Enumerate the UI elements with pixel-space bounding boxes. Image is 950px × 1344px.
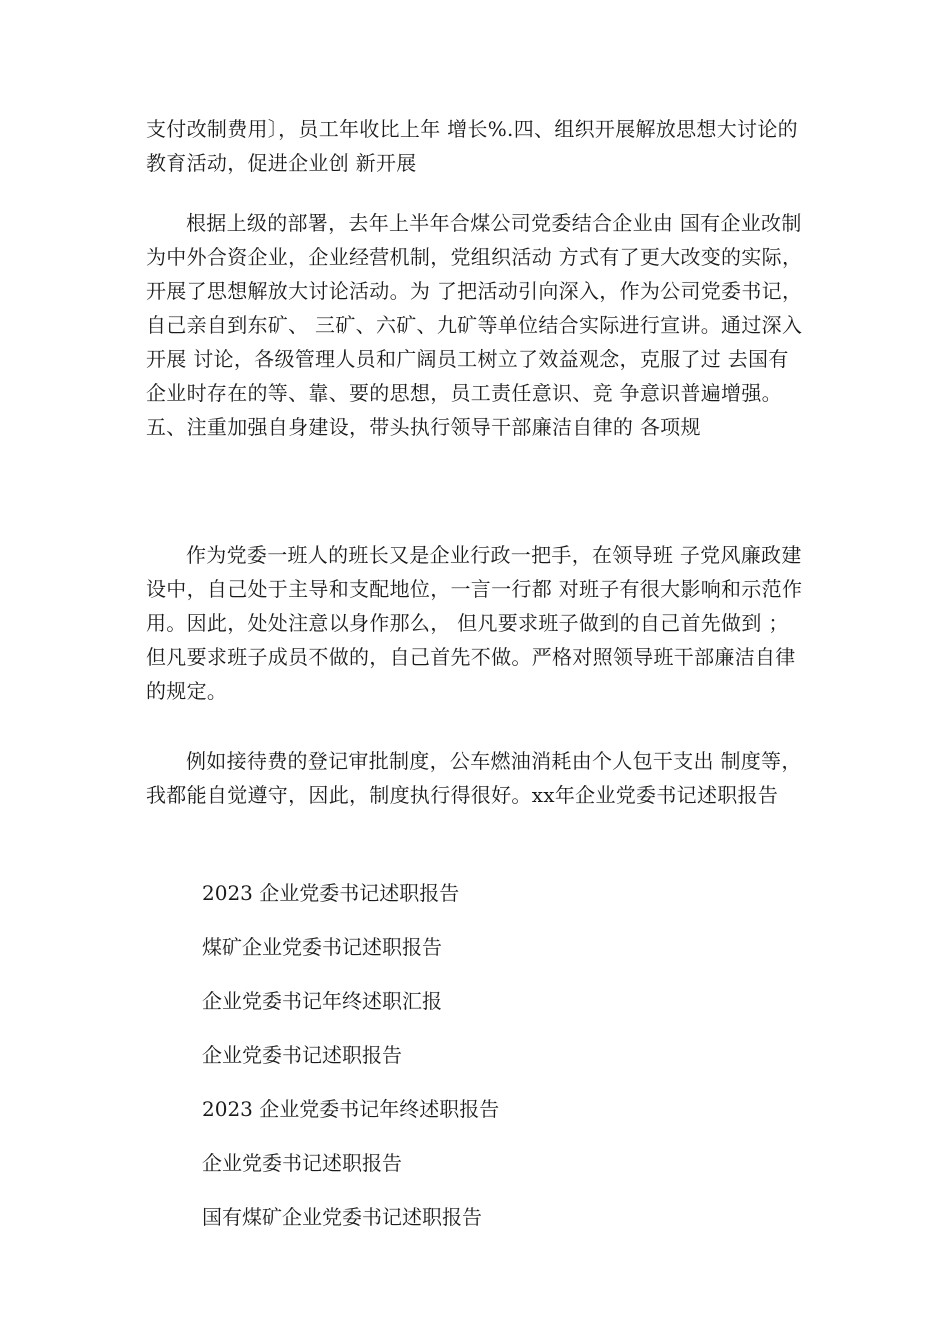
paragraph-intro: 支付改制费用〕，员工年收比上年 增长%.四、组织开展解放思想大讨论的教育活动，促进企业创 新开展 xyxy=(146,117,798,175)
related-title-6: 企业党委书记述职报告 xyxy=(202,1151,402,1175)
related-title-2: 煤矿企业党委书记述职报告 xyxy=(202,935,442,959)
paragraph-reception-rules: 例如接待费的登记审批制度，公车燃油消耗由个人包干支出 制度等，我都能自觉遵守，因此，制度执行得很好。xx年企业党委书记述职报告 xyxy=(146,749,802,807)
related-title-5: 2023 企业党委书记年终述职报告 xyxy=(202,1097,500,1121)
paragraph-thought-liberation: 根据上级的部署，去年上半年合煤公司党委结合企业由 国有企业改制为中外合资企业，企业经营机制，党组织活动 方式有了更大改变的实际，开展了思想解放大讨论活动。为 了把活动引向深入，作为公司党委书记，自己亲自到东矿、 三矿、六矿、九矿等单位结合实际进行宣讲。通过深入开展 讨论，各级管理人员和广阔员工树立了效益观念，克服了过 去国有企业时存在的等、靠、要的思想，员工责任意识、竞 争意识普遍增强。五、注重加强自身建设，带头执行领导干部廉洁自律的 各项规 xyxy=(146,211,803,439)
related-title-7: 国有煤矿企业党委书记述职报告 xyxy=(202,1205,482,1229)
paragraph-self-discipline: 作为党委一班人的班长又是企业行政一把手，在领导班 子党风廉政建设中，自己处于主导和支配地位，一言一行都 对班子有很大影响和示范作用。因此，处处注意以身作那么， 但凡要求班子做到的自己首先做到 ；但凡要求班子成员不做的，自己首先不做。严格对照领导班干部廉洁自律的规定。 xyxy=(146,543,803,703)
related-title-4: 企业党委书记述职报告 xyxy=(202,1043,402,1067)
related-title-3: 企业党委书记年终述职汇报 xyxy=(202,989,442,1013)
related-title-1: 2023 企业党委书记述职报告 xyxy=(202,881,460,905)
